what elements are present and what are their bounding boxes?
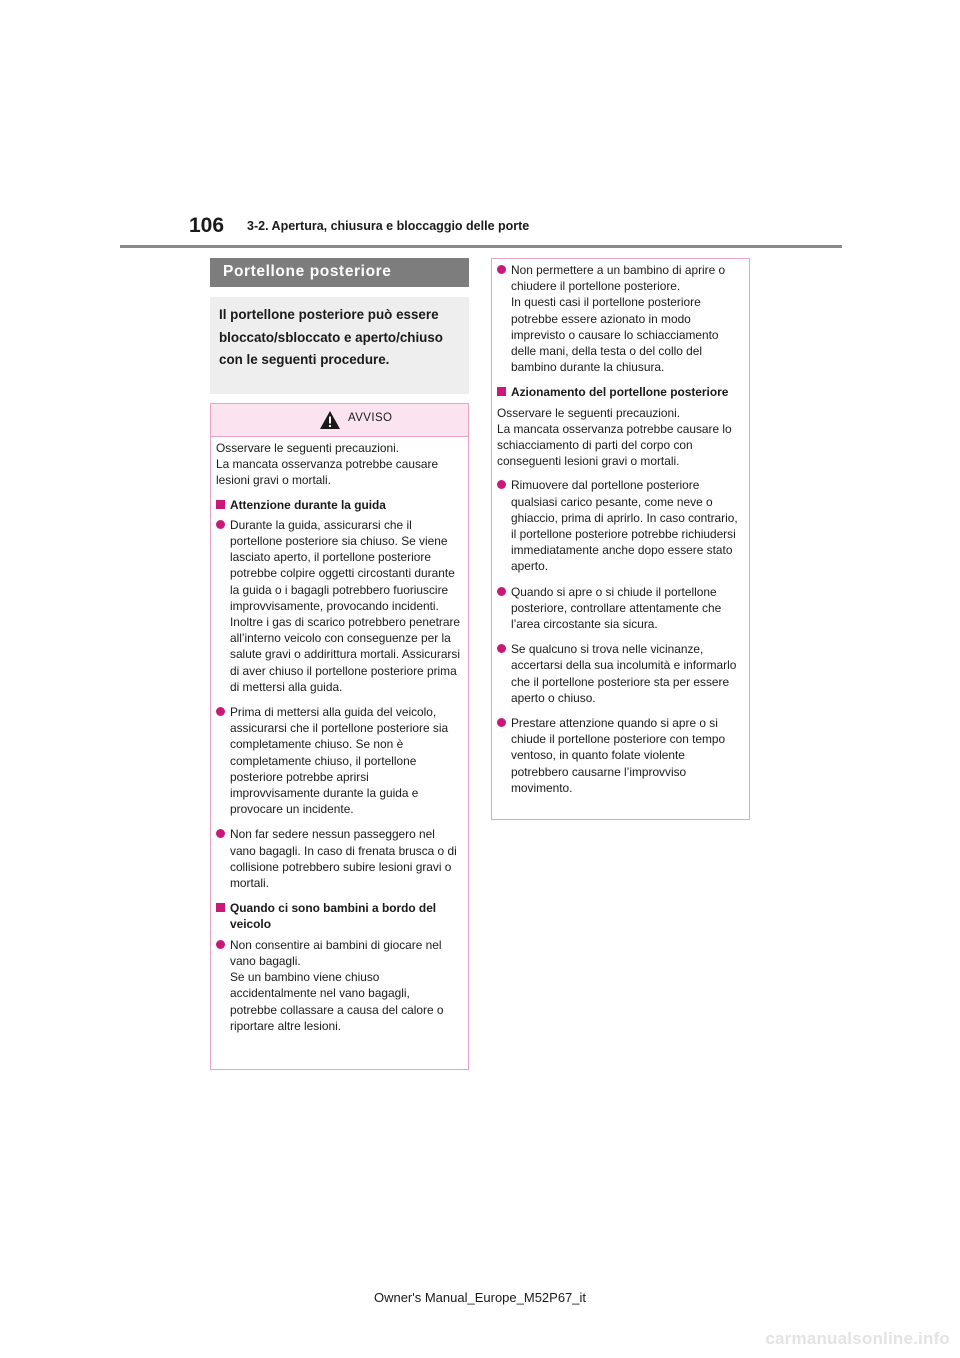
- subheading-text: Quando ci sono bambini a bordo del veicolo: [230, 901, 437, 932]
- list-item-text: Non consentire ai bambini di giocare nel vano bagagli. Se un bambino viene chiuso accidentalmente nel vano bagagli, potrebbe collassare a causa del calore o riportare altre lesioni.: [230, 937, 444, 1033]
- warning-intro: Osservare le seguenti precauzioni. La mancata osservanza potrebbe causare lesioni gravi o mortali.: [216, 441, 439, 488]
- list-item-text: Prestare attenzione quando si apre o si chiude il portellone posteriore con tempo ventoso, in quanto folate violente potrebbero causarne l’improvviso movimento.: [511, 716, 726, 795]
- list-item: [216, 937, 460, 1034]
- list-item-text: Rimuovere dal portellone posteriore qualsiasi carico pesante, come neve o ghiaccio, prima di aprirlo. In caso contrario, il portellone posteriore potrebbe richiudersi immediatamente anche dopo essere stato aperto.: [511, 478, 738, 574]
- header-divider: [120, 245, 842, 248]
- list-item: [497, 641, 741, 706]
- section-heading: Portellone posteriore: [210, 258, 469, 287]
- list-item-text: Durante la guida, assicurarsi che il portellone posteriore sia chiuso. Se viene lasciato aperto, il portellone posteriore potrebbe colpire oggetti circostanti durante la guida o i bagagli potrebbero fuoriuscire improvvisamente, provocando incidenti. Inoltre i gas di scarico potrebbero penetrare all’interno veicolo con conseguenze per la salute gravi o addirittura mortali. Assicurarsi di aver chiuso il portellone posteriore prima di mettersi alla guida.: [230, 517, 461, 694]
- list-item-text: Non far sedere nessun passeggero nel vano bagagli. In caso di frenata brusca o di collisione potrebbero subire lesioni gravi o mortali.: [230, 827, 457, 891]
- bullet-dot-icon: [497, 480, 506, 489]
- list-item: [497, 477, 741, 574]
- section-intro: Il portellone posteriore può essere bloccato/sbloccato e aperto/chiuso con le seguenti procedure.: [210, 297, 469, 394]
- watermark: carmanualsonline.info: [765, 1329, 950, 1348]
- page-number: 106: [189, 214, 225, 237]
- warning-box-continued: [491, 258, 750, 820]
- list-item-text: Quando si apre o si chiude il portellone posteriore, controllare attentamente che l’area circostante sia sicura.: [511, 584, 722, 632]
- bullet-dot-icon: [216, 829, 225, 838]
- bullet-dot-icon: [497, 644, 506, 653]
- warning-intro: Osservare le seguenti precauzioni. La mancata osservanza potrebbe causare lo schiacciamento di parti del corpo con conseguenti lesioni gravi o mortali.: [497, 405, 732, 469]
- list-item-text: Prima di mettersi alla guida del veicolo, assicurarsi che il portellone posteriore sia completamente chiuso. Se non è completamente chiuso, il portellone posteriore potrebbe aprirsi improvvisamente durante la guida e provocare un incidente.: [230, 705, 449, 817]
- subheading-tailgate-operation: [497, 384, 741, 400]
- list-item: [497, 584, 741, 633]
- list-item: [216, 704, 460, 817]
- square-bullet-icon: [216, 903, 225, 912]
- subheading-children: [216, 900, 460, 932]
- list-item: [216, 826, 460, 891]
- warning-header: [211, 404, 468, 437]
- chapter-title: 3-2. Apertura, chiusura e bloccaggio delle porte: [247, 219, 530, 233]
- warning-body-left: [211, 437, 468, 1034]
- square-bullet-icon: [216, 500, 225, 509]
- list-item-text: Non permettere a un bambino di aprire o chiudere il portellone posteriore. In questi casi il portellone posteriore potrebbe essere azionato in modo imprevisto o causare lo schiacciamento delle mani, della testa o del collo del bambino durante la chiusura.: [511, 263, 726, 375]
- bullet-dot-icon: [497, 718, 506, 727]
- bullet-dot-icon: [216, 940, 225, 949]
- warning-box: [210, 403, 469, 1070]
- subheading-driving: [216, 497, 460, 513]
- bullet-dot-icon: [497, 265, 506, 274]
- footer-manual-id: Owner's Manual_Europe_M52P67_it: [373, 1290, 587, 1305]
- warning-label: AVVISO: [348, 412, 393, 424]
- bullet-dot-icon: [216, 520, 225, 529]
- bullet-dot-icon: [497, 587, 506, 596]
- bullet-dot-icon: [216, 707, 225, 716]
- list-item: [216, 517, 460, 695]
- list-item-text: Se qualcuno si trova nelle vicinanze, accertarsi della sua incolumità e informarlo che il portellone posteriore sta per essere aperto o chiuso.: [511, 642, 737, 705]
- subheading-text: Azionamento del portellone posteriore: [511, 385, 729, 400]
- list-item: [497, 262, 741, 375]
- square-bullet-icon: [497, 387, 506, 396]
- list-item: [497, 715, 741, 796]
- warning-triangle-icon: [319, 410, 341, 430]
- subheading-text: Attenzione durante la guida: [230, 497, 386, 512]
